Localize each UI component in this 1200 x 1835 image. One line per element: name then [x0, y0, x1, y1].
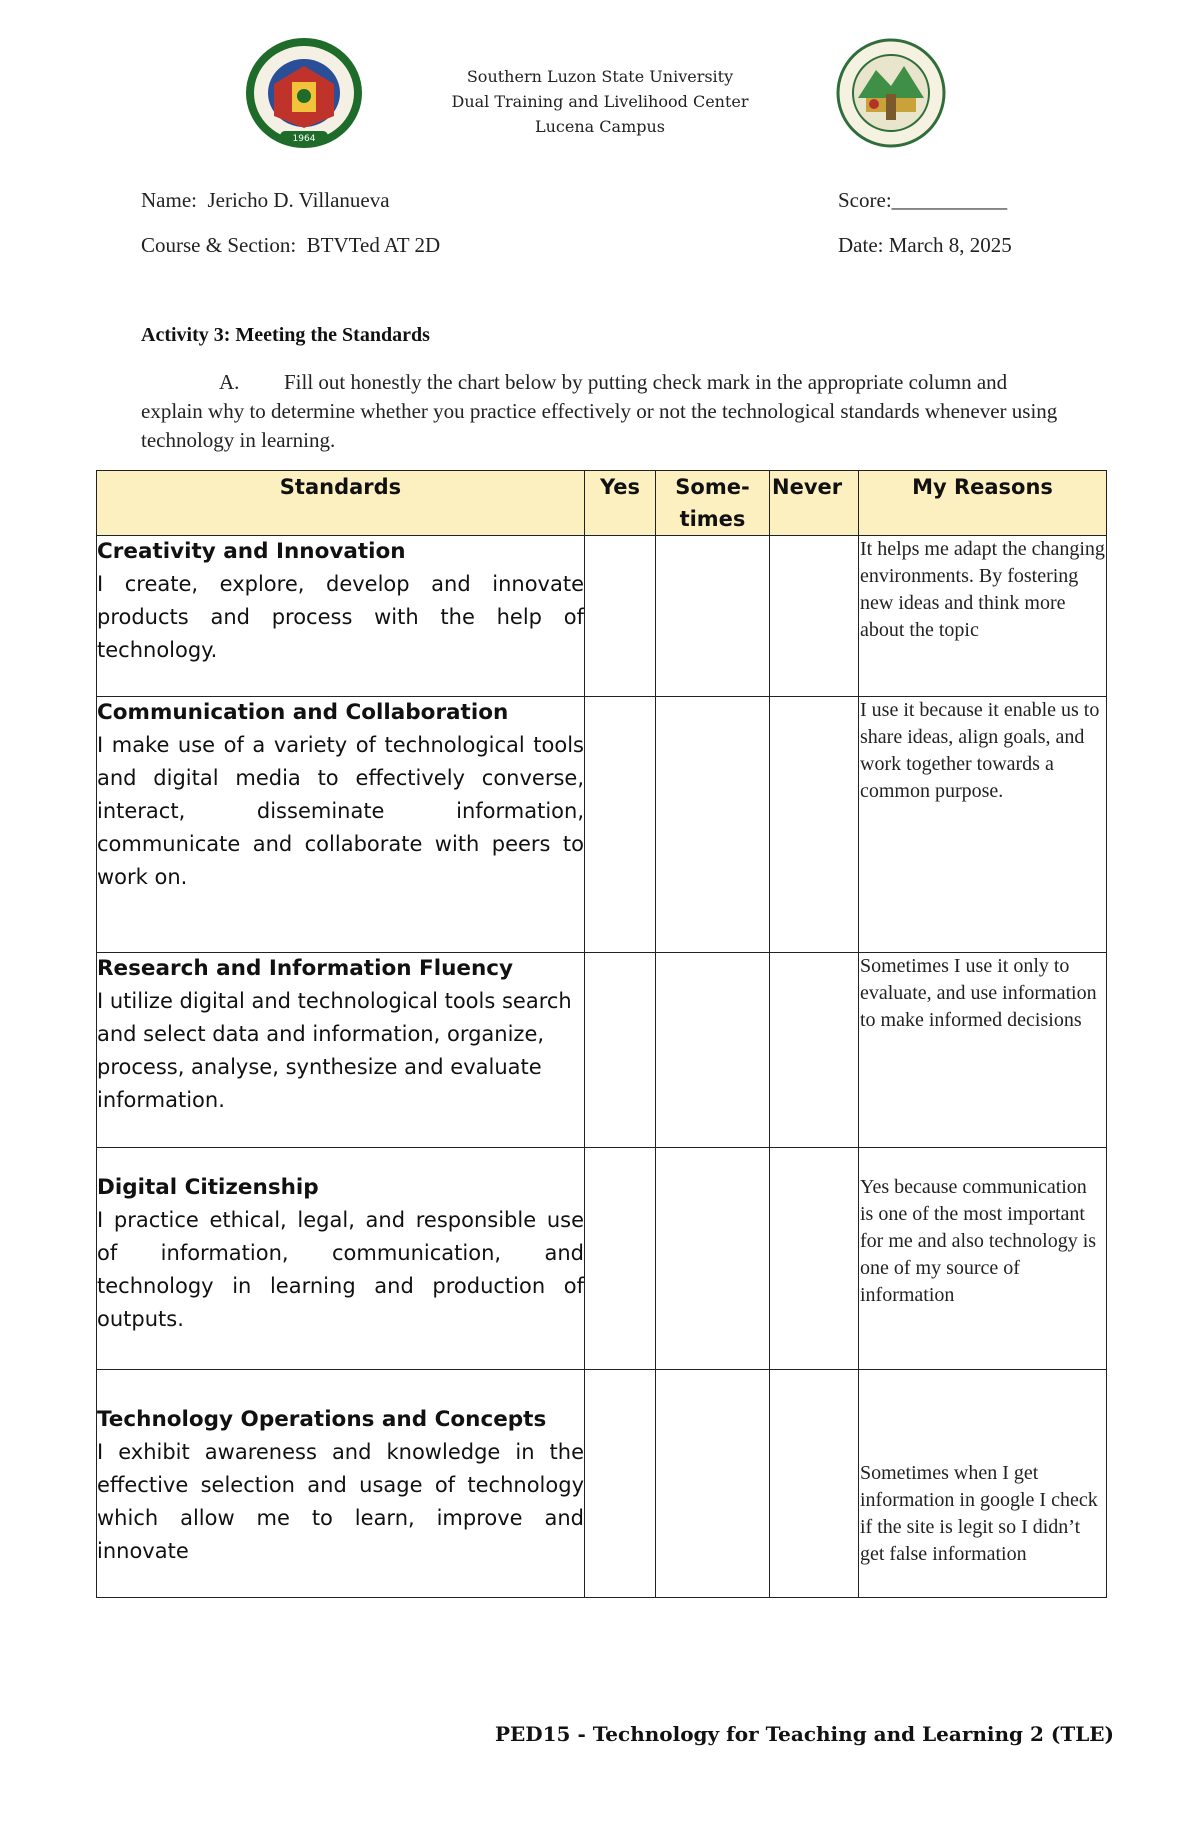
- date-value: March 8, 2025: [888, 233, 1012, 257]
- sometimes-check-cell[interactable]: [656, 1370, 770, 1598]
- reason-text: Sometimes when I get information in google I check if the site is legit so I didn’t get false information: [860, 1462, 1098, 1565]
- yes-check-cell[interactable]: [585, 697, 656, 953]
- reason-text: It helps me adapt the changing environments. By fostering new ideas and think more about the topic: [860, 538, 1105, 641]
- header-yes: Yes: [585, 471, 656, 536]
- reason-cell: [859, 1148, 1107, 1370]
- sometimes-check-cell[interactable]: [656, 1148, 770, 1370]
- standard-title: Creativity and Innovation: [97, 539, 406, 564]
- standard-cell: [97, 697, 585, 953]
- standards-table: [96, 470, 1107, 1598]
- reason-cell: [859, 536, 1107, 697]
- footer-course-title: PED15 - Technology for Teaching and Learning 2 (TLE): [495, 1722, 1114, 1746]
- table-row: [97, 1148, 1107, 1370]
- campus-name: Lucena Campus: [535, 117, 665, 136]
- never-check-cell[interactable]: [770, 536, 859, 697]
- standard-description: I utilize digital and technological tools search and select data and information, organize, process, analyse, synthesize and evaluate information.: [97, 989, 572, 1112]
- activity-title: Activity 3: Meeting the Standards: [141, 324, 430, 346]
- standard-description: I practice ethical, legal, and responsible use of information, communication, and technology in learning and production of outputs.: [97, 1208, 584, 1331]
- standard-title: Technology Operations and Concepts: [97, 1407, 547, 1432]
- header-standards: Standards: [97, 471, 585, 536]
- standard-cell: [97, 1370, 585, 1598]
- course-value: BTVTed AT 2D: [306, 233, 441, 257]
- date-field: [838, 233, 1012, 258]
- never-check-cell[interactable]: [770, 697, 859, 953]
- table-header-row: [97, 471, 1107, 536]
- standard-title: Digital Citizenship: [97, 1175, 319, 1200]
- course-label: Course & Section:: [141, 233, 297, 257]
- header-sometimes: [656, 471, 770, 536]
- center-name: Dual Training and Livelihood Center: [451, 92, 749, 111]
- instruction-text: Fill out honestly the chart below by putting check mark in the appropriate column and explain why to determine whether you practice effectively or not the technological standards whenever using technology in learning.: [141, 370, 1058, 452]
- name-label: Name:: [141, 188, 197, 212]
- score-label: Score:___________: [838, 188, 1008, 212]
- standard-title: Communication and Collaboration: [97, 700, 509, 725]
- header-sometimes-line2: times: [679, 507, 746, 531]
- reason-text: Yes because communication is one of the most important for me and also technology is one of my source of information: [860, 1176, 1097, 1306]
- standard-description: I exhibit awareness and knowledge in the effective selection and usage of technology which allow me to learn, improve and innovate: [97, 1440, 584, 1563]
- name-field: [141, 188, 390, 213]
- reason-cell: [859, 697, 1107, 953]
- standard-cell: [97, 953, 585, 1148]
- standard-cell: [97, 536, 585, 697]
- name-value: Jericho D. Villanueva: [207, 188, 390, 212]
- institution-header: [0, 64, 1200, 139]
- header-sometimes-line1: Some-: [675, 475, 750, 499]
- standard-title: Research and Information Fluency: [97, 956, 514, 981]
- sometimes-check-cell[interactable]: [656, 953, 770, 1148]
- table-row: [97, 1370, 1107, 1598]
- instruction-item-label: A.: [219, 370, 240, 394]
- yes-check-cell[interactable]: [585, 1148, 656, 1370]
- never-check-cell[interactable]: [770, 953, 859, 1148]
- reason-text: I use it because it enable us to share ideas, align goals, and work together towards a common purpose.: [860, 699, 1100, 802]
- never-check-cell[interactable]: [770, 1370, 859, 1598]
- table-row: [97, 953, 1107, 1148]
- score-field: [838, 188, 1007, 213]
- sometimes-check-cell[interactable]: [656, 536, 770, 697]
- header-never: Never: [770, 471, 859, 536]
- table-row: [97, 697, 1107, 953]
- yes-check-cell[interactable]: [585, 953, 656, 1148]
- logo-year: 1964: [292, 134, 316, 144]
- standard-cell: [97, 1148, 585, 1370]
- course-field: [141, 233, 440, 258]
- instruction-paragraph: [141, 368, 1061, 455]
- standard-description: I create, explore, develop and innovate products and process with the help of technology.: [97, 572, 584, 662]
- header-reasons: My Reasons: [859, 471, 1107, 536]
- standard-description: I make use of a variety of technological tools and digital media to effectively converse, interact, disseminate information, communicate and collaborate with peers to work on.: [97, 733, 584, 889]
- university-name: Southern Luzon State University: [466, 67, 734, 86]
- sometimes-check-cell[interactable]: [656, 697, 770, 953]
- table-row: [97, 536, 1107, 697]
- date-label: Date:: [838, 233, 884, 257]
- yes-check-cell[interactable]: [585, 536, 656, 697]
- never-check-cell[interactable]: [770, 1148, 859, 1370]
- yes-check-cell[interactable]: [585, 1370, 656, 1598]
- reason-cell: [859, 953, 1107, 1148]
- reason-text: Sometimes I use it only to evaluate, and use information to make informed decisions: [860, 955, 1097, 1031]
- reason-cell: [859, 1370, 1107, 1598]
